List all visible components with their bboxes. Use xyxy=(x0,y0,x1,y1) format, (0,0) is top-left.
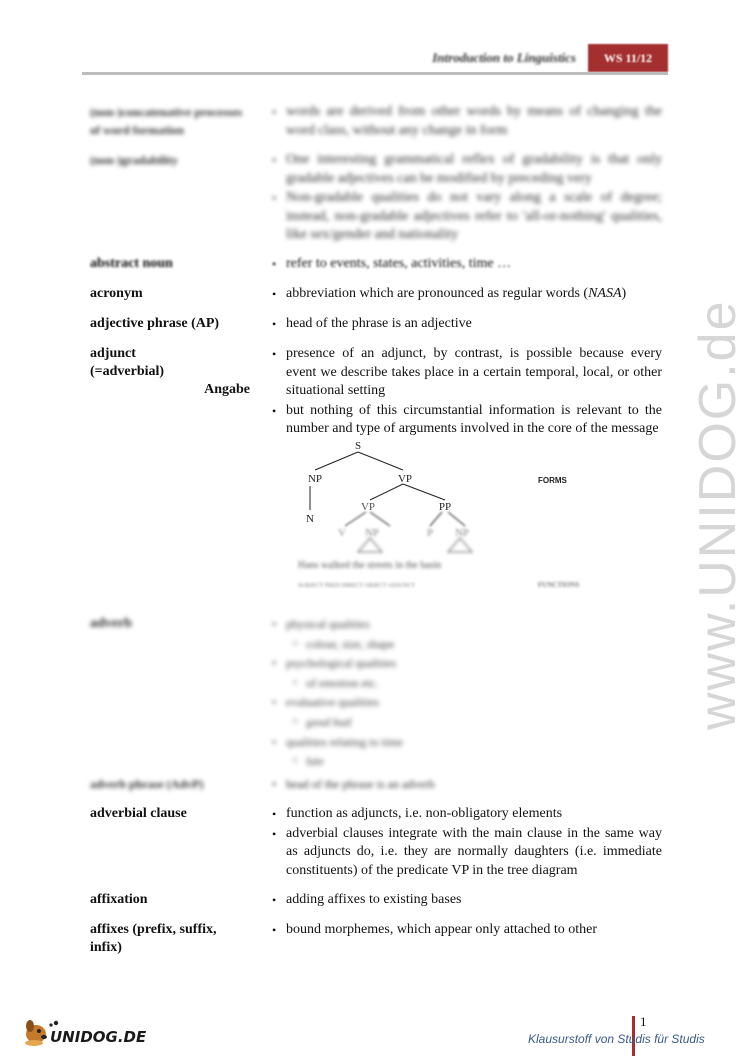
semester-badge: WS 11/12 xyxy=(588,44,668,72)
entry-definition: • but nothing of this circumstantial information is relevant to the number and type of arguments involved in the core of the message xyxy=(272,402,662,439)
page-header xyxy=(82,44,668,72)
tree-node: V xyxy=(338,527,346,539)
entry-definition: • One interesting grammatical reflex of gradability is that only gradable adjectives can be modified by preceding very xyxy=(272,151,662,188)
tree-node: NP xyxy=(364,527,380,539)
tree-node: P xyxy=(426,527,434,539)
tree-node: PP xyxy=(438,501,452,513)
tree-node: N xyxy=(306,513,314,525)
german-translation: Angabe xyxy=(204,382,250,397)
tree-node: NP xyxy=(454,527,470,539)
glossary-entry xyxy=(90,345,662,440)
page-number: 1 xyxy=(640,1014,647,1029)
glossary-entry xyxy=(90,103,662,143)
tree-node: NP xyxy=(307,473,323,485)
tree-words: Hans walked the streets in the basin xyxy=(298,560,442,571)
entry-term: adverb xyxy=(90,616,132,631)
header-divider xyxy=(82,72,668,75)
entry-subitem: ○ of emotion etc. xyxy=(272,674,662,693)
entry-term: abstract noun xyxy=(90,256,173,271)
watermark-text: www.UNIDOG.de xyxy=(689,299,747,730)
glossary-entry xyxy=(90,921,662,959)
entry-definition: • head of the phrase is an adjective xyxy=(272,315,662,334)
entry-definition: • words are derived from other words by means of changing the word class, without any change in form xyxy=(272,103,662,140)
entry-definition: • qualities relating to time xyxy=(272,733,662,752)
entry-term: (non-)concatenative processes of word formation xyxy=(90,105,243,137)
glossary-entry xyxy=(90,615,662,769)
entry-definition: • evaluative qualities xyxy=(272,693,662,712)
functions-label: FUNCTIONS xyxy=(538,581,580,589)
entry-term: affixation xyxy=(90,892,148,907)
entry-definition: • adding affixes to existing bases xyxy=(272,891,662,910)
syntax-tree-diagram xyxy=(270,440,620,600)
entry-term: affixes (prefix, suffix, infix) xyxy=(90,922,217,955)
glossary-entry xyxy=(90,315,662,335)
tree-node: VP xyxy=(360,501,376,513)
tree-roles: SUBJECT PRED DIRECT OBJECT ADJUNCT xyxy=(298,583,416,589)
entry-term: adjunct (=adverbial) Angabe xyxy=(90,346,250,397)
entry-definition: • Non-gradable qualities do not vary along a scale of degree; instead, non-gradable adjectives refer to 'all-or-nothing' qualities, like sex/gender and nationality xyxy=(272,189,662,245)
entry-subitem: ○ late xyxy=(272,752,662,771)
header-title: Introduction to Linguistics xyxy=(432,50,576,65)
glossary-entry xyxy=(90,151,662,243)
entry-term: acronym xyxy=(90,286,143,301)
glossary-entry xyxy=(90,285,662,305)
entry-term: adverbial clause xyxy=(90,806,187,821)
entry-definition: • psychological qualities xyxy=(272,654,662,673)
forms-label: FORMS xyxy=(538,476,567,485)
footer-tagline: Klausurstoff von Studis für Studis xyxy=(528,1032,705,1046)
entry-subitem: ○ colour, size, shape xyxy=(272,635,662,654)
entry-definition: • refer to events, states, activities, time … xyxy=(272,255,662,274)
entry-definition: • function as adjuncts, i.e. non-obligatory elements xyxy=(272,805,662,824)
glossary-entry xyxy=(90,255,662,275)
entry-definition: • head of the phrase is an adverb xyxy=(272,775,662,794)
entry-definition: • abbreviation which are pronounced as regular words (NASA) xyxy=(272,285,662,304)
glossary-entry xyxy=(90,805,662,880)
entry-definition: • adverbial clauses integrate with the main clause in the same way as adjuncts do, i.e. they are normally daughters (i.e. immediate constituents) of the predicate VP in the tree diagram xyxy=(272,825,662,881)
entry-term: adverb phrase (AdvP) xyxy=(90,777,204,791)
dog-mascot-icon xyxy=(25,1020,47,1046)
glossary-entry xyxy=(90,891,662,911)
glossary-entry xyxy=(90,775,662,795)
entry-definition: • bound morphemes, which appear only attached to other xyxy=(272,921,662,940)
entry-definition: • physical qualities xyxy=(272,615,662,634)
tree-node: S xyxy=(354,440,362,452)
entry-term: (non-)gradability xyxy=(90,153,179,167)
entry-subitem: ○ good bad xyxy=(272,713,662,732)
unidog-logo[interactable] xyxy=(22,1014,152,1048)
logo-text: UNIDOG.DE xyxy=(50,1028,147,1046)
entry-term: adjective phrase (AP) xyxy=(90,316,220,331)
tree-node: VP xyxy=(397,473,413,485)
entry-definition: • presence of an adjunct, by contrast, is possible because every event we describe takes place in a certain temporal, local, or other situational setting xyxy=(272,345,662,401)
